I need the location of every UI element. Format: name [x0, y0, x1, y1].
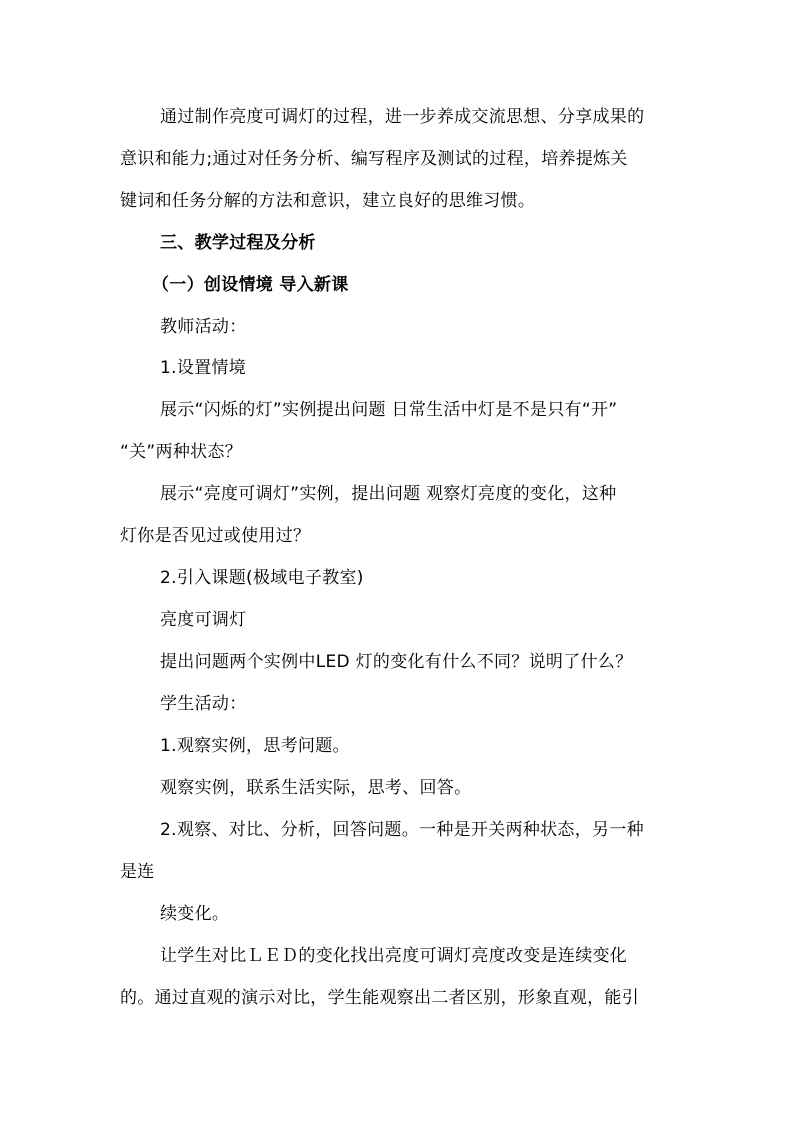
paragraph-line: 键词和任务分解的方法和意识，建立良好的思维习惯。	[120, 191, 536, 211]
paragraph-line: 意识和能力;通过对任务分析、编写程序及测试的过程，培养提炼关	[120, 149, 628, 169]
list-item: 1.观察实例，思考问题。	[160, 736, 350, 756]
paragraph-line: 续变化。	[160, 904, 230, 924]
paragraph-line: 学生活动：	[160, 694, 247, 714]
paragraph-line: 亮度可调灯	[160, 610, 247, 630]
paragraph-line: 的。通过直观的演示对比，学生能观察出二者区别，形象直观，能引	[120, 988, 639, 1008]
section-heading: 三、教学过程及分析	[160, 233, 316, 253]
paragraph-line: “关”两种状态？	[120, 442, 243, 462]
list-item: 2.引入课题(极域电子教室)	[160, 568, 364, 588]
paragraph-line: 提出问题两个实例中LED 灯的变化有什么不同？说明了什么？	[160, 652, 633, 672]
list-item: 1.设置情境	[160, 358, 247, 378]
paragraph-line: 灯你是否见过或使用过？	[120, 526, 311, 546]
paragraph-line: 通过制作亮度可调灯的过程，进一步养成交流思想、分享成果的	[160, 107, 645, 127]
subsection-heading: （一）创设情境 导入新课	[152, 275, 349, 295]
paragraph-line: 观察实例，联系生活实际，思考、回答。	[160, 778, 472, 798]
paragraph-line: 展示“亮度可调灯”实例，提出问题 观察灯亮度的变化，这种	[160, 484, 617, 504]
paragraph-line: 展示“闪烁的灯”实例提出问题 日常生活中灯是不是只有“开”	[160, 400, 618, 420]
paragraph-line: 让学生对比ＬＥＤ的变化找出亮度可调灯亮度改变是连续变化	[160, 946, 628, 966]
paragraph-line: 是连	[120, 862, 155, 882]
list-item: 2.观察、对比、分析，回答问题。一种是开关两种状态，另一种	[160, 820, 644, 840]
paragraph-line: 教师活动：	[160, 317, 247, 337]
